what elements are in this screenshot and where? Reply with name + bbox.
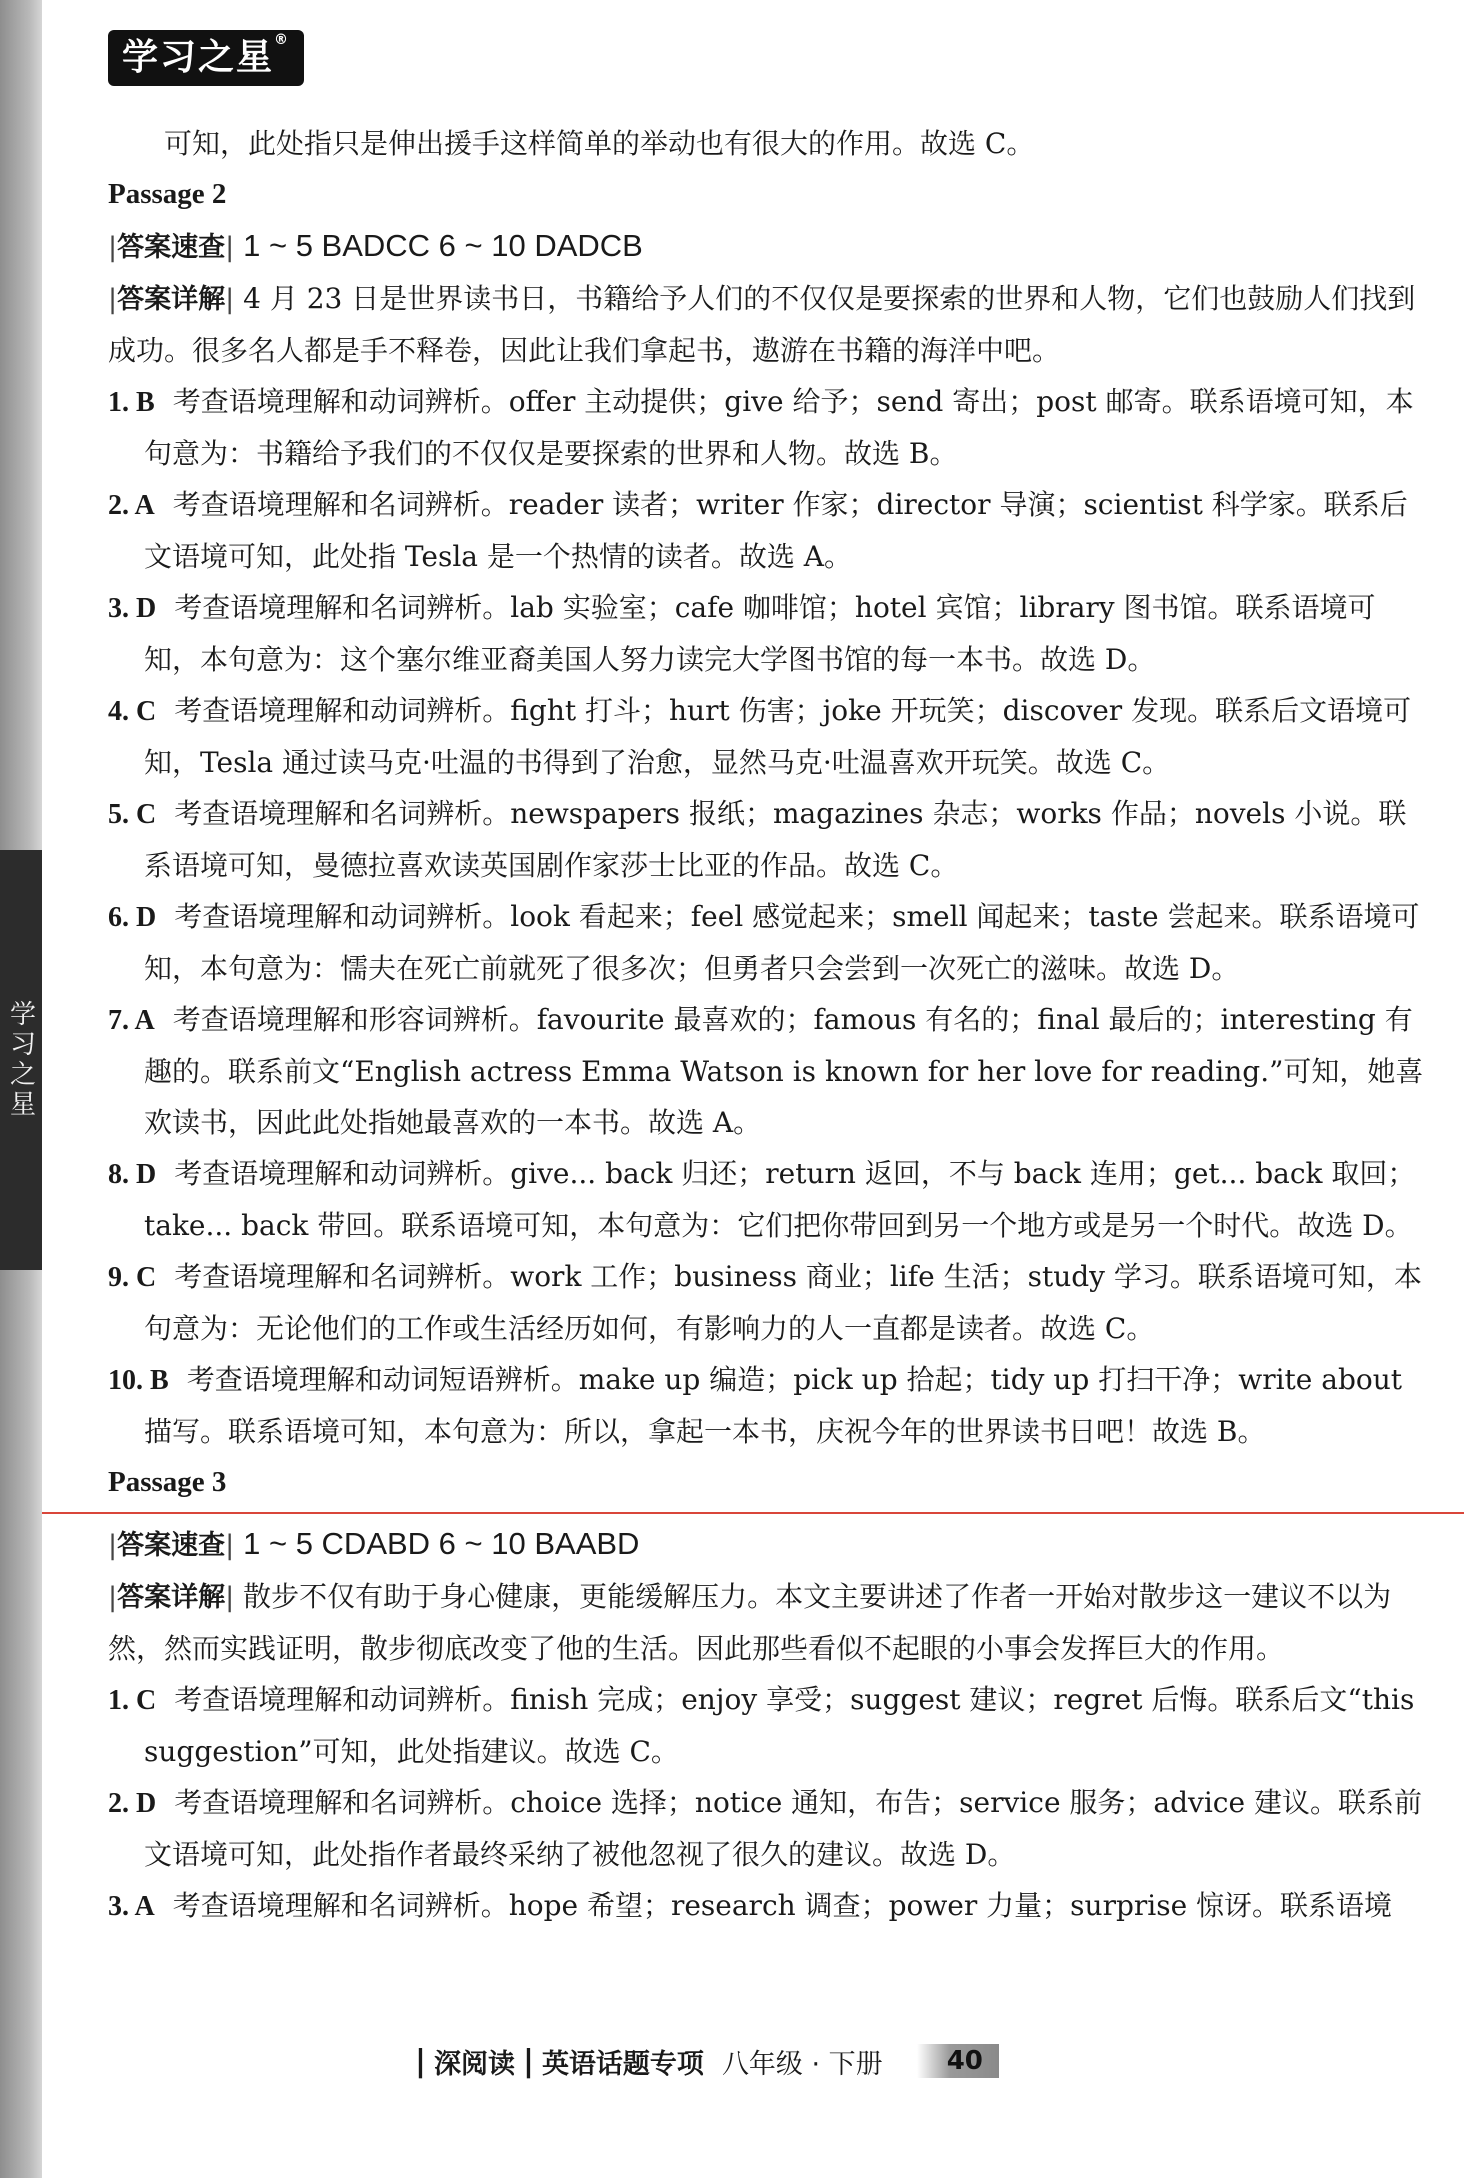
page-footer: | 深阅读 | 英语话题专项 八年级 · 下册 40 <box>415 2036 999 2086</box>
item-text: 考查语境理解和动词辨析。give... back 归还；return 返回，不与 back 连用；get... back 取回；take... back 带回。联系语境可知，本句意为：它们把你带回到另一个地方或是另一个时代。故选 D。 <box>144 1157 1416 1242</box>
section-divider <box>42 1512 1464 1514</box>
quick-answers: 1 ~ 5 CDABD 6 ~ 10 BAABD <box>243 1526 640 1561</box>
passage-3-title: Passage 3 <box>108 1466 227 1498</box>
item-text: 考查语境理解和动词辨析。finish 完成；enjoy 享受；suggest 建议；regret 后悔。联系后文“this suggestion”可知，此处指建议。故选 C。 <box>144 1683 1415 1768</box>
item-number: 2. A <box>108 490 155 521</box>
explanation-item <box>108 479 1430 582</box>
explanation-item <box>108 1148 1430 1251</box>
logo-registered-mark: ® <box>274 32 291 48</box>
passage-2-quick-answers-row <box>108 220 1430 273</box>
detail-text: 散步不仅有助于身心健康，更能缓解压力。本文主要讲述了作者一开始对散步这一建议不以为然，然而实践证明，散步彻底改变了他的生活。因此那些看似不起眼的小事会发挥巨大的作用。 <box>108 1580 1392 1665</box>
quick-answers: 1 ~ 5 BADCC 6 ~ 10 DADCB <box>243 228 643 263</box>
side-tab: 学习之星 <box>0 850 42 1270</box>
quick-answers-label: |答案速查| <box>108 1530 235 1561</box>
detail-text: 4 月 23 日是世界读书日，书籍给予人们的不仅仅是要探索的世界和人物，它们也鼓励人们找到成功。很多名人都是手不释卷，因此让我们拿起书，遨游在书籍的海洋中吧。 <box>108 282 1416 367</box>
explanation-item <box>108 891 1430 994</box>
item-text: 考查语境理解和名词辨析。reader 读者；writer 作家；director 导演；scientist 科学家。联系后文语境可知，此处指 Tesla 是一个热情的读者。故选 A。 <box>144 488 1408 573</box>
passage-2-title: Passage 2 <box>108 178 227 210</box>
item-number: 2. D <box>108 1788 157 1819</box>
passage-3-explanations <box>108 1674 1430 1932</box>
passage-2-explanations <box>108 376 1430 1457</box>
item-text: 考查语境理解和名词辨析。newspapers 报纸；magazines 杂志；works 作品；novels 小说。联系语境可知，曼德拉喜欢读英国剧作家莎士比亚的作品。故选 C。 <box>144 797 1407 882</box>
detail-label: |答案详解| <box>108 284 235 315</box>
detail-label: |答案详解| <box>108 1582 235 1613</box>
item-number: 1. C <box>108 1685 157 1716</box>
item-text: 考查语境理解和动词短语辨析。make up 编造；pick up 拾起；tidy up 打扫干净；write about 描写。联系语境可知，本句意为：所以，拿起一本书，庆祝今年的世界读书日吧！故选 B。 <box>144 1363 1403 1448</box>
item-number: 6. D <box>108 902 157 933</box>
explanation-item <box>108 1251 1430 1354</box>
item-number: 10. B <box>108 1365 169 1396</box>
lead-line: 可知，此处指只是伸出援手这样简单的举动也有很大的作用。故选 C。 <box>164 127 1035 160</box>
explanation-item <box>108 1674 1430 1777</box>
passage-3-detail <box>108 1571 1430 1674</box>
item-text: 考查语境理解和动词辨析。look 看起来；feel 感觉起来；smell 闻起来；taste 尝起来。联系语境可知，本句意为：懦夫在死亡前就死了很多次；但勇者只会尝到一次死亡的滋味。故选 D。 <box>144 900 1420 985</box>
explanation-item <box>108 994 1430 1148</box>
item-number: 5. C <box>108 799 157 830</box>
explanation-item <box>108 1777 1430 1880</box>
item-number: 1. B <box>108 387 155 418</box>
explanation-item <box>108 1354 1430 1457</box>
item-text: 考查语境理解和形容词辨析。favourite 最喜欢的；famous 有名的；final 最后的；interesting 有趣的。联系前文“English actress Emma Watson is known for her love for reading.”可知，她喜欢读书，因此此处指她最喜欢的一本书。故选 A。 <box>144 1003 1424 1139</box>
page-number: 40 <box>917 2044 999 2078</box>
footer-grade: 八年级 · 下册 <box>721 2048 883 2080</box>
explanation-item <box>108 788 1430 891</box>
item-text: 考查语境理解和名词辨析。work 工作；business 商业；life 生活；study 学习。联系语境可知，本句意为：无论他们的工作或生活经历如何，有影响力的人一直都是读者。故选 C。 <box>144 1260 1422 1345</box>
page-content <box>108 118 1430 1932</box>
item-text: 考查语境理解和动词辨析。fight 打斗；hurt 伤害；joke 开玩笑；discover 发现。联系后文语境可知，Tesla 通过读马克·吐温的书得到了治愈，显然马克·吐温喜欢开玩笑。故选 C。 <box>144 694 1412 779</box>
item-number: 7. A <box>108 1005 155 1036</box>
explanation-item <box>108 582 1430 685</box>
item-number: 4. C <box>108 696 157 727</box>
explanation-item <box>108 685 1430 788</box>
passage-2-detail <box>108 273 1430 376</box>
publisher-logo <box>108 30 304 86</box>
footer-subject: 英语话题专项 <box>541 2048 704 2080</box>
item-number: 3. A <box>108 1891 155 1922</box>
item-text: 考查语境理解和动词辨析。offer 主动提供；give 给予；send 寄出；post 邮寄。联系语境可知，本句意为：书籍给予我们的不仅仅是要探索的世界和人物。故选 B。 <box>144 385 1414 470</box>
item-number: 8. D <box>108 1159 157 1190</box>
quick-answers-label: |答案速查| <box>108 232 235 263</box>
explanation-item <box>108 1880 1430 1932</box>
item-text: 考查语境理解和名词辨析。choice 选择；notice 通知，布告；service 服务；advice 建议。联系前文语境可知，此处指作者最终采纳了被他忽视了很久的建议。故选 D。 <box>144 1786 1422 1871</box>
item-number: 9. C <box>108 1262 157 1293</box>
footer-series: 深阅读 <box>433 2048 515 2080</box>
logo-text: 学习之星 <box>122 37 275 78</box>
item-number: 3. D <box>108 593 157 624</box>
item-text: 考查语境理解和名词辨析。lab 实验室；cafe 咖啡馆；hotel 宾馆；library 图书馆。联系语境可知，本句意为：这个塞尔维亚裔美国人努力读完大学图书馆的每一本书。故选 D。 <box>144 591 1376 676</box>
item-text: 考查语境理解和名词辨析。hope 希望；research 调查；power 力量；surprise 惊讶。联系语境 <box>172 1889 1393 1922</box>
passage-3-quick-answers-row <box>108 1518 1430 1571</box>
explanation-item <box>108 376 1430 479</box>
